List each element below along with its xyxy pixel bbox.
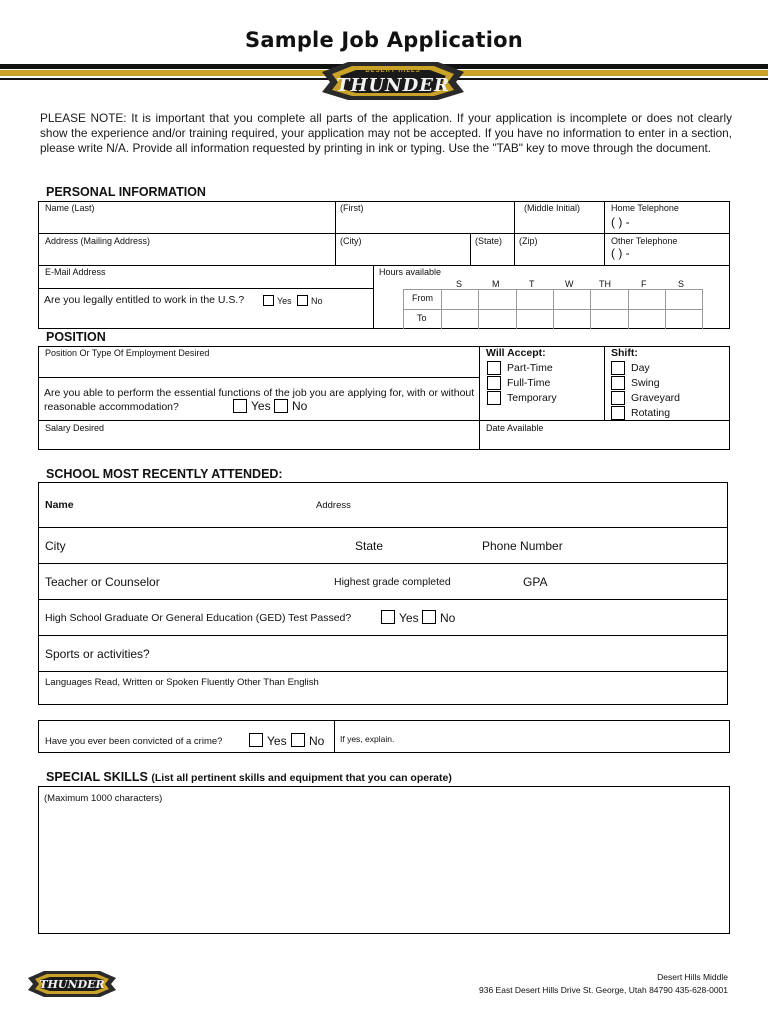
shift-swing-label: Swing <box>631 377 660 389</box>
address-field[interactable]: Address (Mailing Address) <box>45 236 151 246</box>
school-phone-field[interactable]: Phone Number <box>482 539 563 553</box>
other-phone-format: ( ) - <box>611 246 630 260</box>
crime-question: Have you ever been convicted of a crime? <box>45 736 223 747</box>
email-field[interactable]: E-Mail Address <box>45 267 106 277</box>
first-name-field[interactable]: (First) <box>340 203 364 213</box>
legal-yes-checkbox[interactable] <box>263 295 274 306</box>
instructions-note: PLEASE NOTE: It is important that you complete all parts of the application. If your application is incomplete or does not clearly show the experience and/or training required, your application may not be accepted. If you have no information to enter in a section, please write N/A. Provide all information requested by printing in ink or typing. Use the "TAB" key to move through the document. <box>40 111 732 155</box>
school-name-field[interactable]: Name <box>45 499 74 511</box>
will-accept-label: Will Accept: <box>486 347 546 359</box>
crime-no-label: No <box>309 734 325 748</box>
shift-graveyard-label: Graveyard <box>631 392 681 404</box>
special-skills-heading <box>46 770 452 784</box>
shift-day-label: Day <box>631 362 650 374</box>
crime-yes-checkbox[interactable] <box>249 733 263 747</box>
shift-day-checkbox[interactable] <box>611 361 625 375</box>
ged-yes-checkbox[interactable] <box>381 610 395 624</box>
shift-label: Shift: <box>611 347 638 359</box>
salary-desired-field[interactable]: Salary Desired <box>45 423 105 433</box>
part-time-label: Part-Time <box>507 362 553 374</box>
logo-main-text: THUNDER <box>336 75 450 96</box>
essential-no-checkbox[interactable] <box>274 399 288 413</box>
part-time-checkbox[interactable] <box>487 361 501 375</box>
ged-yes-label: Yes <box>399 611 419 625</box>
ged-no-checkbox[interactable] <box>422 610 436 624</box>
day-label: F <box>641 279 647 289</box>
day-label: S <box>678 279 685 289</box>
name-last-field[interactable]: Name (Last) <box>45 203 95 213</box>
position-type-field[interactable]: Position Or Type Of Employment Desired <box>45 348 210 358</box>
skills-placeholder: (Maximum 1000 characters) <box>44 793 163 804</box>
day-label: S <box>456 279 463 289</box>
state-field[interactable]: (State) <box>475 236 503 246</box>
school-state-field[interactable]: State <box>355 539 384 553</box>
languages-field[interactable]: Languages Read, Written or Spoken Fluently Other Than English <box>45 677 319 688</box>
hours-from-label: From <box>412 293 433 303</box>
special-skills-textarea[interactable] <box>38 786 730 934</box>
gpa-field[interactable]: GPA <box>523 575 548 589</box>
personal-info-heading: PERSONAL INFORMATION <box>46 185 206 199</box>
legal-no-label: No <box>311 296 323 306</box>
ged-no-label: No <box>440 611 456 625</box>
page-title: Sample Job Application <box>245 28 523 52</box>
home-phone-format: ( ) - <box>611 215 630 229</box>
essential-yes-label: Yes <box>251 399 271 413</box>
day-label: TH <box>599 279 611 289</box>
footer-logo <box>26 969 118 999</box>
zip-field[interactable]: (Zip) <box>519 236 538 246</box>
hours-available-label: Hours available <box>379 267 442 277</box>
legal-no-checkbox[interactable] <box>297 295 308 306</box>
teacher-counselor-field[interactable]: Teacher or Counselor <box>45 575 160 589</box>
day-label: W <box>565 279 574 289</box>
special-skills-title: SPECIAL SKILLS <box>46 770 148 784</box>
day-label: M <box>492 279 500 289</box>
crime-yes-label: Yes <box>267 734 287 748</box>
sports-activities-field[interactable]: Sports or activities? <box>45 647 150 661</box>
logo-top-text: DESERT HILLS <box>365 68 421 74</box>
shift-rotating-label: Rotating <box>631 407 671 419</box>
crime-no-checkbox[interactable] <box>291 733 305 747</box>
date-available-field[interactable]: Date Available <box>486 423 544 433</box>
home-telephone-field[interactable]: Home Telephone <box>611 203 679 213</box>
temporary-checkbox[interactable] <box>487 391 501 405</box>
essential-no-label: No <box>292 399 308 413</box>
temporary-label: Temporary <box>507 392 557 404</box>
school-city-field[interactable]: City <box>45 539 66 553</box>
full-time-label: Full-Time <box>507 377 551 389</box>
footer-school-name: Desert Hills Middle <box>657 972 728 982</box>
shift-graveyard-checkbox[interactable] <box>611 391 625 405</box>
middle-initial-field[interactable]: (Middle Initial) <box>524 203 581 213</box>
highest-grade-field[interactable]: Highest grade completed <box>334 576 451 588</box>
crime-explain-field[interactable]: If yes, explain. <box>340 734 395 744</box>
special-skills-subtitle: (List all pertinent skills and equipment that you can operate) <box>151 772 452 784</box>
shift-rotating-checkbox[interactable] <box>611 406 625 420</box>
ged-question: High School Graduate Or General Education (GED) Test Passed? <box>45 612 352 624</box>
full-time-checkbox[interactable] <box>487 376 501 390</box>
essential-yes-checkbox[interactable] <box>233 399 247 413</box>
other-telephone-field[interactable]: Other Telephone <box>611 236 678 246</box>
school-address-field[interactable]: Address <box>316 500 351 511</box>
essential-functions-question: Are you able to perform the essential functions of the job you are applying for, with or without reasonable accommodation? <box>44 387 475 413</box>
thunder-logo <box>318 58 468 104</box>
shift-swing-checkbox[interactable] <box>611 376 625 390</box>
day-label: T <box>529 279 535 289</box>
footer-logo-text: THUNDER <box>39 978 105 991</box>
legal-yes-label: Yes <box>277 296 292 306</box>
school-heading: SCHOOL MOST RECENTLY ATTENDED: <box>46 467 283 481</box>
footer-address: 936 East Desert Hills Drive St. George, Utah 84790 435-628-0001 <box>479 985 728 995</box>
position-heading: POSITION <box>46 330 106 344</box>
legally-entitled-question: Are you legally entitled to work in the U.S.? <box>44 294 245 306</box>
hours-to-label: To <box>417 313 427 323</box>
city-field[interactable]: (City) <box>340 236 362 246</box>
